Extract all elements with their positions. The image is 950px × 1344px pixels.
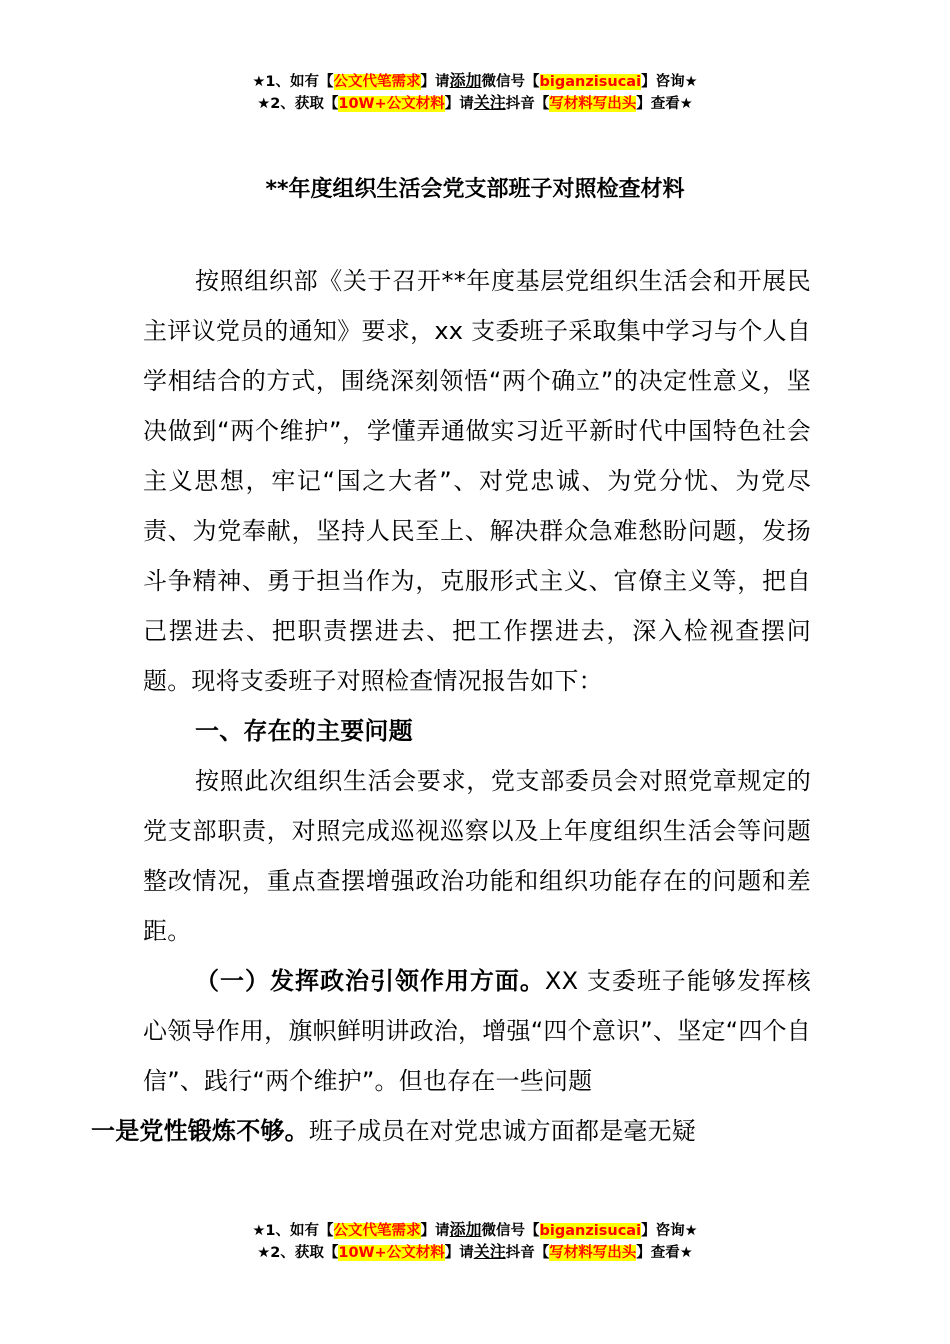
banner-highlight: 10W+公文材料: [338, 96, 445, 112]
banner-highlight: 10W+公文材料: [338, 1245, 445, 1261]
banner-text: 】查看★: [636, 1245, 693, 1261]
banner-highlight: 公文代笔需求: [333, 74, 421, 90]
point-heading: 一是党性锻炼不够。: [91, 1117, 309, 1145]
section-paragraph: 按照此次组织生活会要求，党支部委员会对照党章规定的党支部职责，对照完成巡视巡察以及上年度组织生活会等问题整改情况，重点查摆增强政治功能和组织功能存在的问题和差距。: [143, 767, 811, 945]
banner-text: 】请: [444, 96, 474, 112]
banner-emphasis: 关注: [473, 93, 506, 112]
banner-line-1: [0, 70, 950, 92]
header-banner: [0, 70, 950, 114]
banner-text: ★1、如有【: [252, 74, 334, 90]
banner-line-2: [0, 92, 950, 114]
banner-highlight: 写材料写出头: [549, 96, 637, 112]
subsection-heading: （一）发挥政治引领作用方面。: [195, 967, 545, 995]
subsection-paragraph: [91, 956, 811, 1156]
document-title: **年度组织生活会党支部班子对照检查材料: [265, 177, 685, 202]
banner-line-1: [0, 1219, 950, 1241]
point-text: 班子成员在对党忠诚方面都是毫无疑: [308, 1117, 697, 1145]
banner-emphasis: 添加: [449, 71, 482, 90]
document-body: [91, 256, 811, 1156]
banner-text: ★1、如有【: [252, 1223, 334, 1239]
banner-text: 】查看★: [636, 96, 693, 112]
banner-highlight: 公文代笔需求: [333, 1223, 421, 1239]
banner-text: 】咨询★: [641, 1223, 698, 1239]
banner-text: 】请: [444, 1245, 474, 1261]
banner-text: 】请: [420, 1223, 450, 1239]
banner-emphasis: 添加: [449, 1220, 482, 1239]
banner-text: 微信号【: [481, 74, 540, 90]
banner-line-2: [0, 1241, 950, 1263]
banner-text: 】咨询★: [641, 74, 698, 90]
footer-banner: [0, 1219, 950, 1263]
banner-text: ★2、获取【: [257, 1245, 339, 1261]
banner-text: 微信号【: [481, 1223, 540, 1239]
banner-text: 抖音【: [505, 1245, 550, 1261]
banner-highlight: biganzisucai: [539, 1223, 642, 1239]
banner-text: 抖音【: [505, 96, 550, 112]
banner-text: ★2、获取【: [257, 96, 339, 112]
section-heading: 一、存在的主要问题: [195, 717, 413, 745]
subsection-text: XX 支委班子能够发挥核心领导作用，旗帜鲜明讲政治，增强“四个意识”、坚定“四个自信”、践行“两个维护”。但也存在一些问题: [143, 967, 811, 1095]
banner-text: 】请: [420, 74, 450, 90]
banner-highlight: biganzisucai: [539, 74, 642, 90]
intro-paragraph: 按照组织部《关于召开**年度基层党组织生活会和开展民主评议党员的通知》要求，xx 支委班子采取集中学习与个人自学相结合的方式，围绕深刻领悟“两个确立”的决定性意义，坚决做到“两个维护”，学懂弄通做实习近平新时代中国特色社会主义思想，牢记“国之大者”、对党忠诚、为党分忧、为党尽责、为党奉献，坚持人民至上、解决群众急难愁盼问题，发扬斗争精神、勇于担当作为，克服形式主义、官僚主义等，把自己摆进去、把职责摆进去、把工作摆进去，深入检视查摆问题。现将支委班子对照检查情况报告如下：: [143, 267, 811, 695]
banner-emphasis: 关注: [473, 1242, 506, 1261]
banner-highlight: 写材料写出头: [549, 1245, 637, 1261]
